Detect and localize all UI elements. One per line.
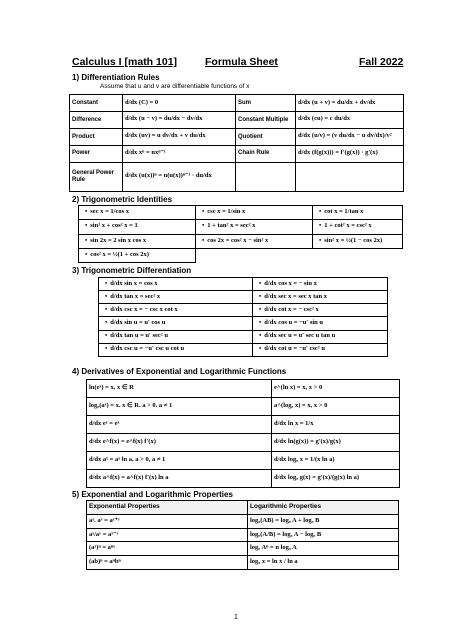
trig-derivative: • d/dx sec u = u′ sec u tan u bbox=[253, 330, 388, 343]
differentiation-rules-table bbox=[69, 94, 404, 192]
trig-derivative: • d/dx tan u = u′ sec² u bbox=[99, 330, 253, 343]
property: aˣ/aʸ = aˣ⁻ʸ bbox=[87, 528, 248, 542]
trig-derivative: • d/dx tan x = sec² x bbox=[99, 291, 253, 304]
trig-derivative: • d/dx cot x = − csc² x bbox=[253, 304, 388, 317]
property: logₐ(A/B) = logₐ A − logₐ B bbox=[248, 528, 399, 542]
property: logₐ x = ln x / ln a bbox=[248, 556, 399, 570]
identity: • 1 + cot² x = csc² x bbox=[313, 220, 403, 234]
column-header: Exponential Properties bbox=[87, 501, 248, 515]
property: logₐ(AB) = logₐ A + logₐ B bbox=[248, 514, 399, 528]
rule-formula: d/dx (C) = 0 bbox=[123, 95, 236, 112]
identity: • cos² x = ½(1 + cos 2x) bbox=[79, 248, 196, 262]
rule-label bbox=[236, 162, 296, 191]
rule-label: Difference bbox=[70, 111, 123, 128]
exp-log-formula: d/dx ln x = 1/x bbox=[272, 416, 400, 434]
column-header: Logarithmic Properties bbox=[248, 501, 399, 515]
rule-label: Quotient bbox=[236, 128, 296, 145]
rule-formula: d/dx (uv) = u dv/dx + v du/dx bbox=[123, 128, 236, 145]
page-number: 1 bbox=[234, 614, 238, 621]
empty-cell bbox=[196, 248, 313, 262]
rule-formula: d/dx (u(x))ⁿ = n(u(x))ⁿ⁻¹ · du/dx bbox=[123, 162, 236, 191]
rule-formula: d/dx (f(g(x))) = f′(g(x)) · g′(x) bbox=[296, 145, 404, 162]
property: logₐ Aⁿ = n logₐ A bbox=[248, 542, 399, 556]
section-heading: 4) Derivatives of Exponential and Logarithmic Functions bbox=[72, 367, 287, 376]
trig-derivative: • d/dx cot u = −u′ csc² u bbox=[253, 343, 388, 356]
term: Fall 2022 bbox=[359, 56, 404, 68]
identity: • 1 + tan² x = sec² x bbox=[196, 220, 313, 234]
identity: • csc x = 1/sin x bbox=[196, 206, 313, 220]
exp-log-formula: a^(logₐ x) = x, x > 0 bbox=[272, 398, 400, 416]
exp-log-formula: d/dx eˣ = eˣ bbox=[87, 416, 272, 434]
page-title: Formula Sheet bbox=[205, 56, 278, 68]
exp-log-formula: d/dx a^f(x) = a^f(x) f′(x) ln a bbox=[87, 470, 272, 488]
exp-log-formula: d/dx logₐ g(x) = g′(x)/(g(x) ln a) bbox=[272, 470, 400, 488]
identity: • sin 2x = 2 sin x cos x bbox=[79, 234, 196, 248]
property: aˣ. aʸ = aˣ⁺ʸ bbox=[87, 514, 248, 528]
section-heading: 5) Exponential and Logarithmic Properties bbox=[72, 490, 233, 499]
properties-table bbox=[86, 500, 399, 570]
rule-label: Product bbox=[70, 128, 123, 145]
exp-log-formula: d/dx ln(g(x)) = g′(x)/g(x) bbox=[272, 434, 400, 452]
trig-derivative: • d/dx csc x = − csc x cot x bbox=[99, 304, 253, 317]
property: (ab)ⁿ = aⁿbⁿ bbox=[87, 556, 248, 570]
rule-formula: d/dx (u − v) = du/dx − dv/dx bbox=[123, 111, 236, 128]
exp-log-formula: logₐ(aˣ) = x. x ∈ R. a > 0. a ≠ 1 bbox=[87, 398, 272, 416]
trig-derivative: • d/dx sin u = u′ cos u bbox=[99, 317, 253, 330]
rule-label: General Power Rule bbox=[70, 162, 123, 191]
note: Assume that u and v are differentiable functions of x bbox=[100, 83, 250, 90]
identity: • sin² x + cos² x = 1 bbox=[79, 220, 196, 234]
exp-log-formula: d/dx aˣ = aˣ ln a, a > 0, a ≠ 1 bbox=[87, 452, 272, 470]
trig-derivative: • d/dx cos u = −u′ sin u bbox=[253, 317, 388, 330]
property: (aˣ)ⁿ = aⁿˣ bbox=[87, 542, 248, 556]
rule-label: Chain Rule bbox=[236, 145, 296, 162]
rule-label: Power bbox=[70, 145, 123, 162]
rule-label: Sum bbox=[236, 95, 296, 112]
section-heading: 3) Trigonometric Differentiation bbox=[72, 266, 192, 275]
rule-formula: d/dx xⁿ = nxⁿ⁻¹ bbox=[123, 145, 236, 162]
trig-derivative: • d/dx cos x = − sin x bbox=[253, 278, 388, 291]
section-heading: 1) Differentiation Rules bbox=[72, 73, 160, 82]
rule-formula: d/dx (u + v) = du/dx + dv/dx bbox=[296, 95, 404, 112]
exp-log-derivatives-table bbox=[86, 379, 400, 488]
identity: • sin² x = ½(1 − cos 2x) bbox=[313, 234, 403, 248]
course-title: Calculus I [math 101] bbox=[72, 56, 178, 68]
identity: • cos 2x = cos² x − sin² x bbox=[196, 234, 313, 248]
identity: • sec x = 1/cos x bbox=[79, 206, 196, 220]
exp-log-formula: d/dx logₐ x = 1/(x ln a) bbox=[272, 452, 400, 470]
exp-log-formula: d/dx e^f(x) = e^f(x) f′(x) bbox=[87, 434, 272, 452]
trig-derivative: • d/dx sin x = cos x bbox=[99, 278, 253, 291]
rule-formula: d/dx (cu) = c du/dx bbox=[296, 111, 404, 128]
empty-cell bbox=[313, 248, 403, 262]
rule-label: Constant Multiple bbox=[236, 111, 296, 128]
rule-formula bbox=[296, 162, 404, 191]
exp-log-formula: ln(eˣ) = x, x ∈ R bbox=[87, 380, 272, 398]
exp-log-formula: e^(ln x) = x, x > 0 bbox=[272, 380, 400, 398]
section-heading: 2) Trigonometric Identities bbox=[72, 195, 173, 204]
rule-formula: d/dx (u/v) = (v du/dx − u dv/dx)/v² bbox=[296, 128, 404, 145]
trig-differentiation-table bbox=[98, 277, 388, 357]
trig-derivative: • d/dx sec x = sec x tan x bbox=[253, 291, 388, 304]
trig-derivative: • d/dx csc u = −u′ csc u cot u bbox=[99, 343, 253, 356]
rule-label: Constant bbox=[70, 95, 123, 112]
identity: • cot x = 1/tan x bbox=[313, 206, 403, 220]
trig-identities-table bbox=[78, 205, 403, 263]
